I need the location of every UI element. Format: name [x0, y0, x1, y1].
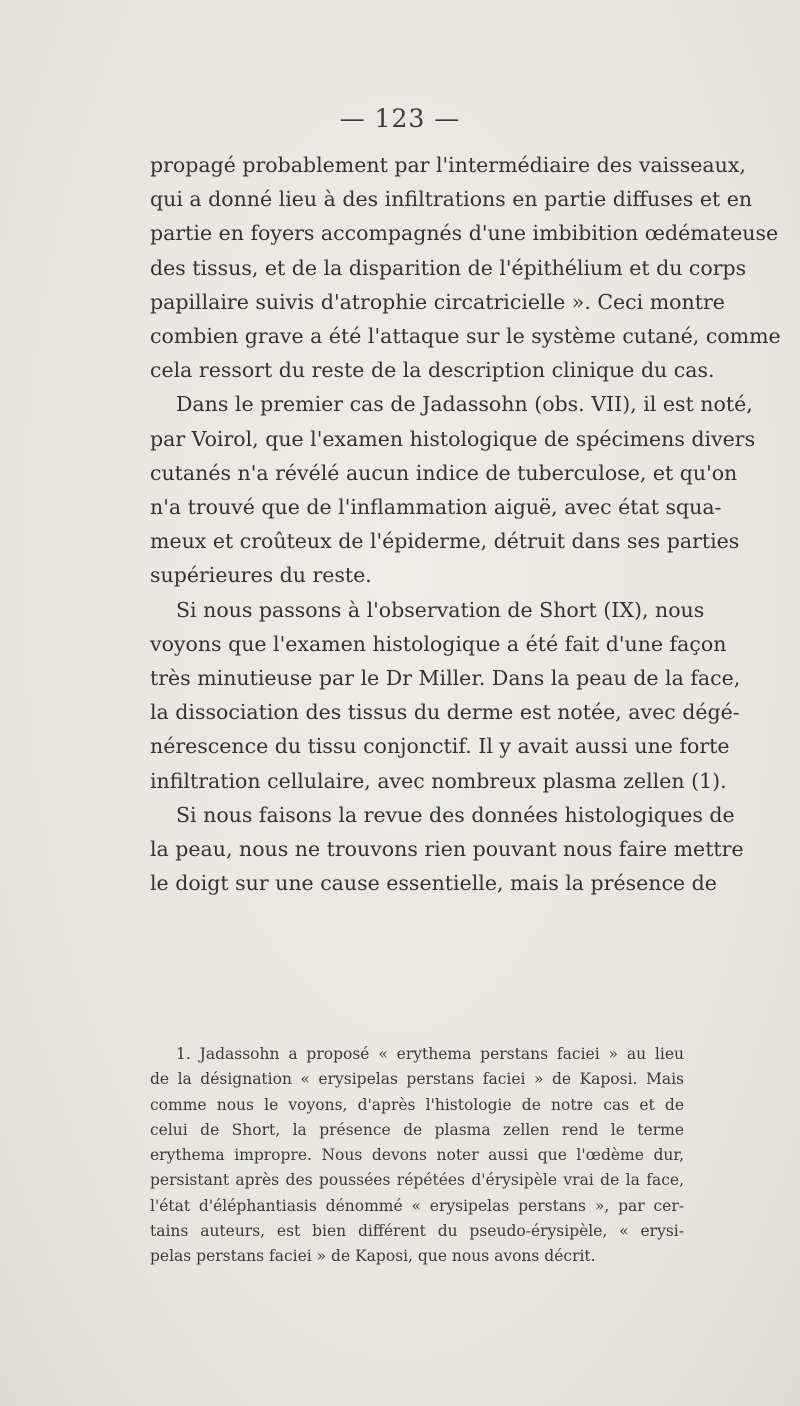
text-line: combien grave a été l'attaque sur le système cutané, comme: [150, 324, 781, 349]
text-line: cela ressort du reste de la description clinique du cas.: [150, 358, 715, 383]
footnote-line: l'état d'éléphantiasis dénommé « erysipelas perstans », par cer-: [150, 1196, 684, 1215]
footnote-line: de la désignation « erysipelas perstans faciei » de Kaposi. Mais: [150, 1070, 684, 1089]
text-line: par Voirol, que l'examen histologique de spécimens divers: [150, 426, 756, 451]
text-line: partie en foyers accompagnés d'une imbibition œdémateuse: [150, 221, 779, 246]
text-line: nérescence du tissu conjonctif. Il y avait aussi une forte: [150, 734, 730, 759]
footnote-line: comme nous le voyons, d'après l'histologie de notre cas et de: [150, 1095, 684, 1114]
footnote-line: tains auteurs, est bien différent du pseudo-érysipèle, « erysi-: [150, 1222, 684, 1241]
text-line: la peau, nous ne trouvons rien pouvant nous faire mettre: [150, 837, 744, 862]
text-line: propagé probablement par l'intermédiaire des vaisseaux,: [150, 153, 746, 177]
text-line: le doigt sur une cause essentielle, mais la présence de: [150, 871, 717, 896]
footnote-line: erythema impropre. Nous devons noter aussi que l'œdème dur,: [150, 1146, 684, 1165]
footnote-line: pelas perstans faciei » de Kaposi, que nous avons décrit.: [150, 1247, 596, 1266]
text-line: qui a donné lieu à des infiltrations en partie diffuses et en: [150, 187, 753, 212]
text-line: Si nous passons à l'observation de Short (IX), nous: [176, 597, 705, 622]
page-number: — 123 —: [339, 104, 461, 133]
text-line: meux et croûteux de l'épiderme, détruit dans ses parties: [150, 529, 740, 554]
text-line: supérieures du reste.: [150, 563, 372, 588]
text-line: la dissociation des tissus du derme est notée, avec dégé-: [150, 700, 740, 725]
text-line: des tissus, et de la disparition de l'épithélium et du corps: [150, 255, 747, 280]
footnote-line: 1. Jadassohn a proposé « erythema perstans faciei » au lieu: [176, 1045, 684, 1063]
text-line: voyons que l'examen histologique a été fait d'une façon: [150, 631, 727, 656]
footnote-line: persistant après des poussées répétées d'érysipèle vrai de la face,: [150, 1171, 684, 1190]
text-line: Dans le premier cas de Jadassohn (obs. VII), il est noté,: [176, 392, 753, 417]
footnote: [150, 1042, 684, 1270]
text-line: n'a trouvé que de l'inflammation aiguë, avec état squa-: [150, 495, 722, 520]
footnote-line: celui de Short, la présence de plasma zellen rend le terme: [150, 1120, 684, 1139]
main-text: [150, 148, 781, 900]
text-line: cutanés n'a révélé aucun indice de tuberculose, et qu'on: [150, 460, 738, 485]
text-line: papillaire suivis d'atrophie circatricielle ». Ceci montre: [150, 289, 725, 314]
text-line: infiltration cellulaire, avec nombreux plasma zellen (1).: [150, 768, 727, 793]
text-line: Si nous faisons la revue des données histologiques de: [176, 802, 735, 827]
text-line: très minutieuse par le Dr Miller. Dans la peau de la face,: [150, 666, 741, 691]
